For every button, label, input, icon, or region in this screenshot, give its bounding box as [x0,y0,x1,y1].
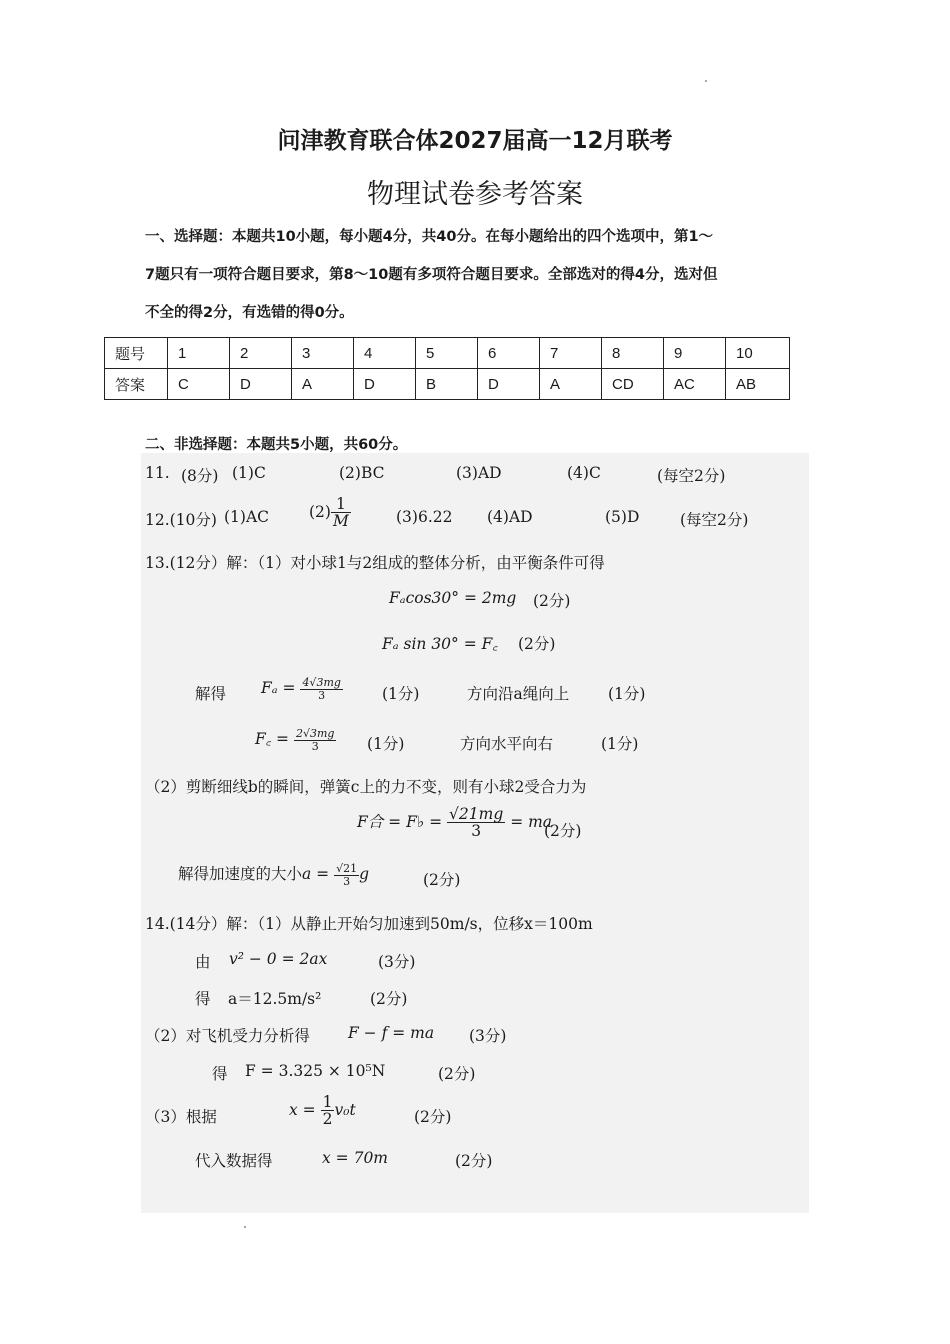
q14-eq4: F = 3.325 × 10⁵N [245,1062,386,1080]
table-cell: 5 [416,338,478,369]
q11-label: 11. [145,464,170,482]
table-cell: A [292,369,354,400]
q12-note: (每空2分) [680,511,749,529]
fraction-numerator: 4√3mg [302,676,341,689]
q14-eq2: a＝12.5m/s² [228,990,322,1008]
q14-eq1-score: (3分) [378,953,416,971]
accel-g: g [359,865,370,883]
table-row [105,369,790,400]
table-cell: D [230,369,292,400]
q13-intro: 13.(12分）解：（1）对小球1与2组成的整体分析，由平衡条件可得 [145,554,605,572]
q14-eq6-score: (2分) [455,1152,493,1170]
q13-fa-expr [261,677,343,701]
table-row [105,338,790,369]
fraction-denominator: M [332,512,349,531]
q13-eq3-score: (2分) [544,822,582,840]
q11-part1: (1)C [232,464,266,482]
accel-fraction [334,863,359,887]
table-cell: A [540,369,602,400]
fraction-numerator: 1 [331,496,351,513]
q12-fraction [331,496,351,530]
q13-fc-dir-score: (1分) [601,735,639,753]
table-cell: 2 [230,338,292,369]
section1-line3: 不全的得2分，有选错的得0分。 [145,305,354,321]
section1-line2: 7题只有一项符合题目要求，第8～10题有多项符合题目要求。全部选对的得4分，选对但 [145,267,718,283]
fraction-numerator: √21mg [449,805,504,823]
fraction-numerator: √21 [336,861,358,875]
fc-lhs: F꜀ = [255,730,290,748]
q14-get: 得 [195,990,211,1008]
q13-fa-direction: 方向沿a绳向上 [467,685,570,703]
q13-fc-score: (1分) [367,735,405,753]
fa-fraction [300,677,342,701]
q12-part3: (3)6.22 [396,508,453,526]
q14-eq1: v² − 0 = 2ax [229,950,328,968]
q14-eq6: x = 70m [322,1149,389,1167]
q12-part2-label: (2) [309,502,331,521]
table-cell: C [168,369,230,400]
q13-eq1: Fₐcos30° = 2mg [389,589,517,607]
fraction-denominator: 3 [311,739,319,753]
table-cell: 7 [540,338,602,369]
answer-table [104,337,790,400]
fraction-denominator: 3 [471,822,482,841]
table-cell: 1 [168,338,230,369]
q13-eq2: Fₐ sin 30° = F꜀ [382,635,498,653]
table-cell: AC [664,369,726,400]
table-cell: D [354,369,416,400]
q12-part4: (4)AD [487,508,533,526]
q14-eq4-score: (2分) [438,1065,476,1083]
q13-fa-score: (1分) [382,685,420,703]
eq5-fraction [321,1094,335,1128]
table-cell: 3 [292,338,354,369]
q14-part3: （3）根据 [145,1108,217,1126]
row-label: 题号 [105,338,168,369]
q11-note: (每空2分) [657,467,726,485]
q13-fc-expr [255,727,336,752]
q14-part2: （2）对飞机受力分析得 [145,1027,310,1045]
fraction-denominator: 3 [318,688,326,702]
stray-dot [705,80,707,82]
fraction-denominator: 3 [343,874,351,888]
row-label: 答案 [105,369,168,400]
table-cell: 9 [664,338,726,369]
table-cell: 6 [478,338,540,369]
q14-eq5-score: (2分) [414,1108,452,1126]
q13-eq3 [357,806,552,840]
q13-fa-dir-score: (1分) [608,685,646,703]
fraction-denominator: 2 [322,1110,333,1129]
q14-eq3-score: (3分) [469,1027,507,1045]
q13-part2: （2）剪断细线b的瞬间，弹簧c上的力不变，则有小球2受合力为 [145,778,587,796]
page-subtitle: 物理试卷参考答案 [367,179,583,210]
table-cell: CD [602,369,664,400]
fraction-numerator: 2√3mg [295,726,335,740]
q13-eq2-score: (2分) [518,635,556,653]
fa-lhs: Fₐ = [261,679,296,698]
table-cell: D [478,369,540,400]
q14-eq3: F − f = ma [348,1024,435,1042]
eq5-rhs: v₀t [334,1100,356,1119]
q11-part4: (4)C [567,464,601,482]
q14-eq5 [289,1094,356,1128]
q11-part3: (3)AD [456,464,502,482]
table-cell: 10 [726,338,790,369]
eq5-lhs: x = [289,1100,316,1119]
q12-part1: (1)AC [224,508,270,526]
section2-heading: 二、非选择题：本题共5小题，共60分。 [145,437,408,453]
accel-text: 解得加速度的大小 [178,865,303,883]
table-cell: 8 [602,338,664,369]
q13-accel [178,862,369,887]
q11-part2: (2)BC [339,464,385,482]
q14-intro: 14.(14分）解：（1）从静止开始匀加速到50m/s，位移x＝100m [145,915,593,933]
stray-dot [244,1226,246,1228]
q12-part2 [309,496,351,530]
q14-eq2-score: (2分) [370,990,408,1008]
page-title: 问津教育联合体2027届高一12月联考 [277,128,673,154]
q13-accel-score: (2分) [423,871,461,889]
section1-line1: 一、选择题：本题共10小题，每小题4分，共40分。在每小题给出的四个选项中，第1～ [145,229,714,245]
q13-fc-direction: 方向水平向右 [460,735,554,753]
table-cell: AB [726,369,790,400]
q13-solve-label: 解得 [195,685,227,703]
eq3-fraction [447,806,505,840]
accel-lhs: a = [302,865,330,883]
q11-score: (8分) [181,467,219,485]
q12-label: 12.(10分) [145,511,217,529]
q14-sub-text: 代入数据得 [195,1152,273,1170]
q13-eq1-score: (2分) [533,592,571,610]
table-cell: 4 [354,338,416,369]
table-cell: B [416,369,478,400]
fraction-numerator: 1 [322,1093,333,1111]
eq3-rhs: = ma [510,812,553,831]
q12-part5: (5)D [605,508,640,526]
q14-by: 由 [195,953,211,971]
q14-get2: 得 [212,1065,228,1083]
eq3-lhs: F合 = F♭ = [357,812,443,831]
fc-fraction [294,728,336,752]
